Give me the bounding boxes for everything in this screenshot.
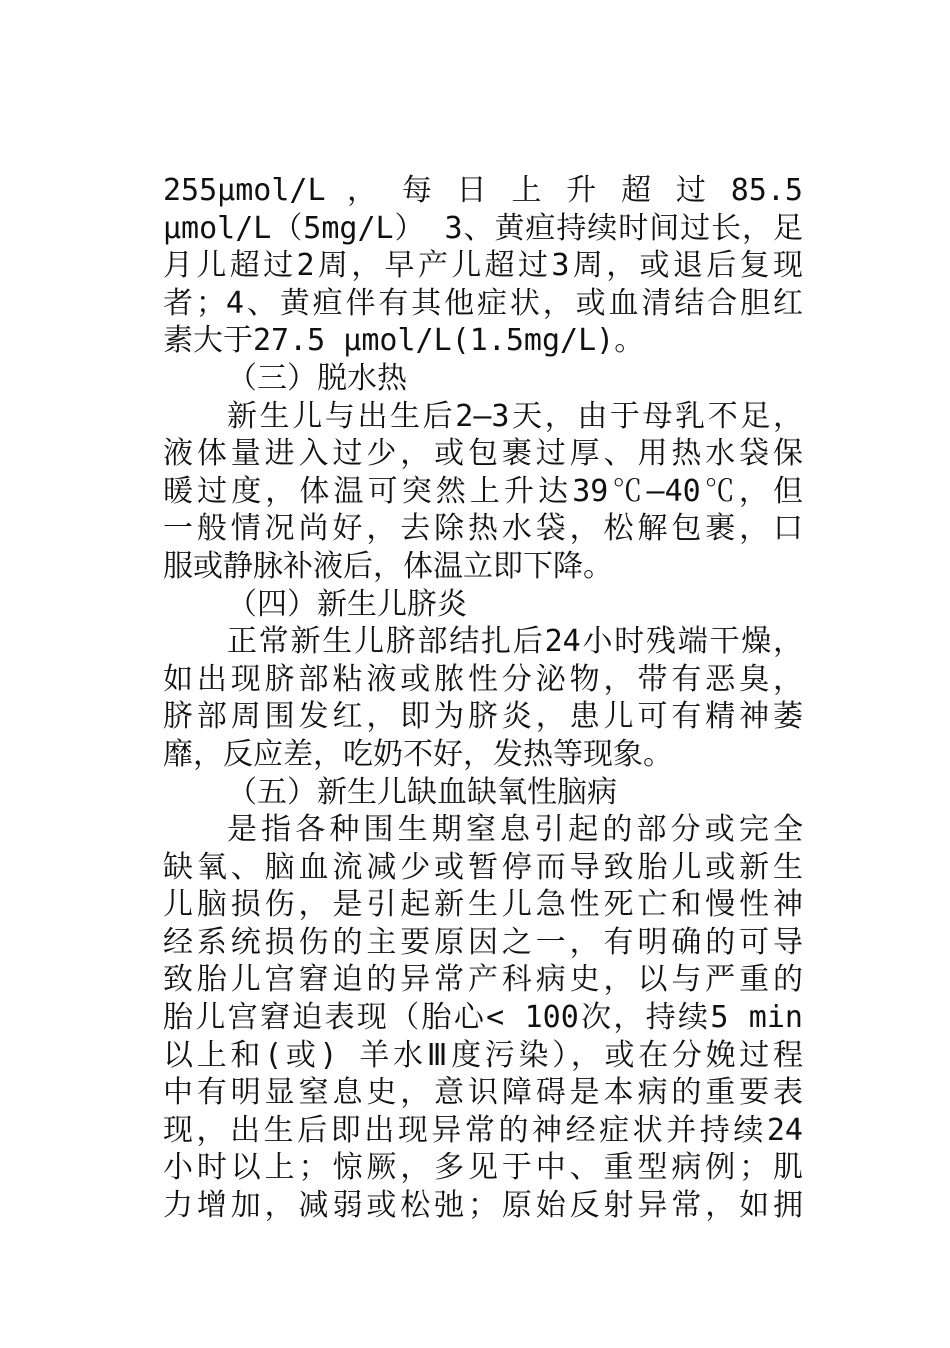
text-line: 月儿超过2周，早产儿超过3周，或退后复现 <box>163 248 803 284</box>
text-line: 胎儿宫窘迫表现（胎心< 100次，持续5 min <box>163 1000 803 1036</box>
text-line: 脐部周围发红，即为脐炎，患儿可有精神萎 <box>163 699 803 735</box>
section-heading: （四）新生儿脐炎 <box>227 586 467 622</box>
body-text <box>163 172 803 1225</box>
section-heading: （三）脱水热 <box>227 360 407 396</box>
text-line: 新生儿与出生后2—3天，由于母乳不足， <box>227 398 803 434</box>
text-line: 暖过度，体温可突然上升达39℃—40℃，但 <box>163 473 803 509</box>
text-line: 经系统损伤的主要原因之一，有明确的可导 <box>163 924 803 960</box>
text-line: 中有明显窒息史，意识障碍是本病的重要表 <box>163 1075 803 1111</box>
text-line: 服或静脉补液后，体温立即下降。 <box>163 548 613 584</box>
text-line: 液体量进入过少，或包裹过厚、用热水袋保 <box>163 436 803 472</box>
text-line: 力增加，减弱或松弛；原始反射异常，如拥 <box>163 1188 803 1224</box>
section-heading: （五）新生儿缺血缺氧性脑病 <box>227 774 617 810</box>
text-line: 是指各种围生期窒息引起的部分或完全 <box>227 812 803 848</box>
text-line: 素大于27.5 μmol/L(1.5mg/L)。 <box>163 323 645 359</box>
text-line: 一般情况尚好，去除热水袋，松解包裹，口 <box>163 511 803 547</box>
text-line: 以上和(或) 羊水Ⅲ度污染），或在分娩过程 <box>163 1037 803 1073</box>
text-line: 如出现脐部粘液或脓性分泌物，带有恶臭， <box>163 661 803 697</box>
text-line: 缺氧、脑血流减少或暂停而导致胎儿或新生 <box>163 849 803 885</box>
text-line: 儿脑损伤，是引起新生儿急性死亡和慢性神 <box>163 887 803 923</box>
text-line: 小时以上；惊厥，多见于中、重型病例；肌 <box>163 1150 803 1186</box>
text-line: 靡，反应差，吃奶不好，发热等现象。 <box>163 736 673 772</box>
text-line: 致胎儿宫窘迫的异常产科病史，以与严重的 <box>163 962 803 998</box>
text-line: μmol/L（5mg/L） 3、黄疸持续时间过长，足 <box>163 210 803 246</box>
text-line: 者；4、黄疸伴有其他症状，或血清结合胆红 <box>163 285 803 321</box>
text-line: 现，出生后即出现异常的神经症状并持续24 <box>163 1112 803 1148</box>
text-line: 正常新生儿脐部结扎后24小时残端干燥， <box>227 624 803 660</box>
text-line: 255μmol/L ， 每 日 上 升 超 过 85.5 <box>163 173 803 208</box>
